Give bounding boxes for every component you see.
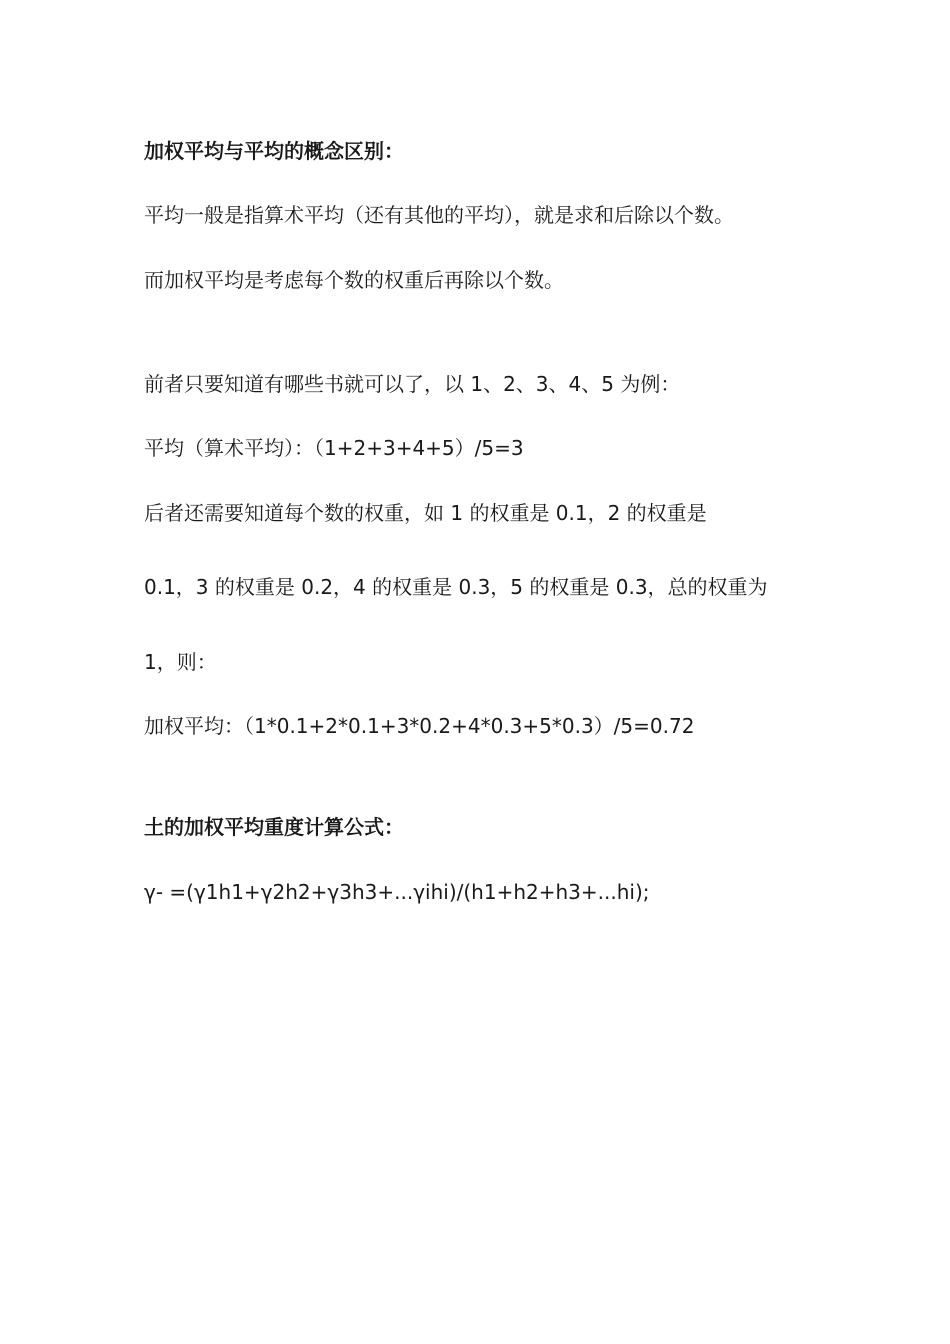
paragraph-weighted-example: 加权平均：（1*0.1+2*0.1+3*0.2+4*0.3+5*0.3）/5=0.72 bbox=[144, 714, 695, 738]
formula-soil-weighted-unit-weight: γ- =(γ1h1+γ2h2+γ3h3+...γihi)/(h1+h2+h3+...hi); bbox=[144, 880, 650, 904]
paragraph-example-intro: 前者只要知道有哪些书就可以了，以 1、2、3、4、5 为例： bbox=[144, 372, 681, 396]
paragraph-weights-line2: 0.1，3 的权重是 0.2，4 的权重是 0.3，5 的权重是 0.3，总的权重为 bbox=[144, 575, 768, 599]
paragraph-weights-line1: 后者还需要知道每个数的权重，如 1 的权重是 0.1，2 的权重是 bbox=[144, 501, 707, 525]
paragraph-weighted-mean: 而加权平均是考虑每个数的权重后再除以个数。 bbox=[144, 268, 564, 292]
paragraph-weights-line3: 1，则： bbox=[144, 650, 217, 674]
paragraph-arithmetic-mean: 平均一般是指算术平均（还有其他的平均），就是求和后除以个数。 bbox=[144, 203, 734, 227]
section-heading-concept-difference: 加权平均与平均的概念区别： bbox=[144, 139, 404, 163]
section-heading-soil-formula: 土的加权平均重度计算公式： bbox=[144, 815, 404, 839]
paragraph-arithmetic-example: 平均（算术平均）：（1+2+3+4+5）/5=3 bbox=[144, 436, 524, 460]
